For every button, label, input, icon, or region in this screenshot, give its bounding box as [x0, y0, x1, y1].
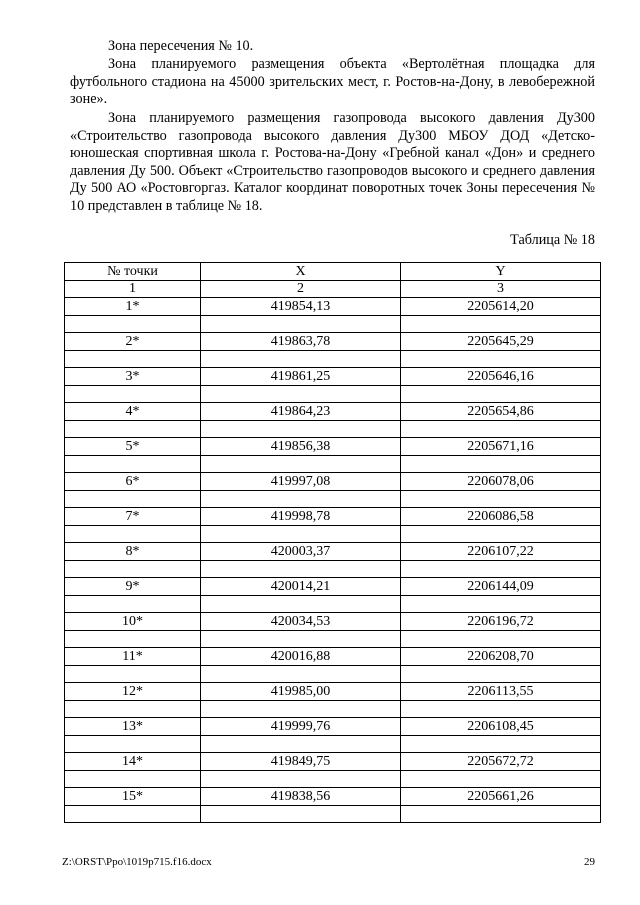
empty-cell [401, 666, 601, 683]
empty-cell [65, 666, 201, 683]
paragraph-gas-pipeline-zone: Зона планируемого размещения газопровода высокого давления Ду300 «Строительство газопровода высокого давления Ду300 МБОУ ДОД «Детско-юношеская спортивная школа г. Ростова-на-Дону «Гребной канал «Дон» и среднего давления Ду 500. Объект «Строительство газопроводов высокого и среднего давления Ду 500 АО «Ростовгоргаз. Каталог координат поворотных точек Зоны пересечения № 10 представлен в таблице № 18. [70, 110, 595, 214]
table-spacer-row [65, 701, 601, 718]
empty-cell [201, 351, 401, 368]
empty-cell [401, 631, 601, 648]
cell-point: 1* [65, 298, 201, 316]
empty-cell [201, 806, 401, 823]
empty-cell [201, 421, 401, 438]
table-row [65, 298, 601, 316]
empty-cell [401, 526, 601, 543]
cell-x: 420016,88 [201, 648, 401, 666]
empty-cell [65, 736, 201, 753]
empty-cell [65, 491, 201, 508]
cell-x: 419863,78 [201, 333, 401, 351]
empty-cell [65, 351, 201, 368]
empty-cell [201, 386, 401, 403]
empty-cell [401, 736, 601, 753]
cell-x: 419998,78 [201, 508, 401, 526]
empty-cell [401, 701, 601, 718]
cell-point: 13* [65, 718, 201, 736]
cell-y: 2205646,16 [401, 368, 601, 386]
cell-point: 11* [65, 648, 201, 666]
cell-y: 2205645,29 [401, 333, 601, 351]
table-row [65, 473, 601, 491]
empty-cell [401, 596, 601, 613]
empty-cell [201, 736, 401, 753]
cell-y: 2205661,26 [401, 788, 601, 806]
empty-cell [65, 631, 201, 648]
footer-file-path: Z:\ORST\Ppo\1019p715.f16.docx [62, 856, 212, 868]
empty-cell [65, 386, 201, 403]
empty-cell [201, 666, 401, 683]
cell-y: 2206108,45 [401, 718, 601, 736]
empty-cell [201, 631, 401, 648]
empty-cell [65, 316, 201, 333]
table-spacer-row [65, 316, 601, 333]
table-row [65, 613, 601, 631]
table-spacer-row [65, 806, 601, 823]
table-row [65, 508, 601, 526]
table-row [65, 578, 601, 596]
cell-point: 14* [65, 753, 201, 771]
empty-cell [201, 701, 401, 718]
column-number-2: 2 [201, 281, 401, 298]
coordinates-table [64, 262, 601, 823]
column-number-row [65, 281, 601, 298]
table-row [65, 403, 601, 421]
empty-cell [401, 351, 601, 368]
paragraph-helipad-zone: Зона планируемого размещения объекта «Вертолётная площадка для футбольного стадиона на 45000 зрительских мест, г. Ростов-на-Дону, в левобережной зоне». [70, 56, 595, 108]
table-spacer-row [65, 351, 601, 368]
cell-point: 8* [65, 543, 201, 561]
cell-y: 2205614,20 [401, 298, 601, 316]
cell-y: 2206196,72 [401, 613, 601, 631]
empty-cell [201, 456, 401, 473]
cell-x: 419864,23 [201, 403, 401, 421]
empty-cell [201, 316, 401, 333]
table-row [65, 753, 601, 771]
cell-x: 420034,53 [201, 613, 401, 631]
table-spacer-row [65, 526, 601, 543]
cell-x: 419849,75 [201, 753, 401, 771]
empty-cell [65, 421, 201, 438]
cell-point: 15* [65, 788, 201, 806]
cell-y: 2205672,72 [401, 753, 601, 771]
cell-y: 2206078,06 [401, 473, 601, 491]
table-spacer-row [65, 596, 601, 613]
empty-cell [201, 526, 401, 543]
empty-cell [65, 701, 201, 718]
table-spacer-row [65, 666, 601, 683]
empty-cell [401, 456, 601, 473]
table-row [65, 788, 601, 806]
empty-cell [65, 771, 201, 788]
cell-point: 4* [65, 403, 201, 421]
table-spacer-row [65, 771, 601, 788]
cell-y: 2206086,58 [401, 508, 601, 526]
table-spacer-row [65, 561, 601, 578]
header-point-number: № точки [65, 263, 201, 281]
table-row [65, 543, 601, 561]
cell-y: 2206113,55 [401, 683, 601, 701]
table-row [65, 333, 601, 351]
cell-x: 419838,56 [201, 788, 401, 806]
empty-cell [65, 561, 201, 578]
cell-x: 419861,25 [201, 368, 401, 386]
empty-cell [65, 806, 201, 823]
table-spacer-row [65, 631, 601, 648]
empty-cell [401, 771, 601, 788]
cell-point: 3* [65, 368, 201, 386]
cell-x: 419999,76 [201, 718, 401, 736]
cell-point: 12* [65, 683, 201, 701]
cell-point: 5* [65, 438, 201, 456]
column-number-1: 1 [65, 281, 201, 298]
cell-x: 420003,37 [201, 543, 401, 561]
table-spacer-row [65, 736, 601, 753]
cell-x: 419997,08 [201, 473, 401, 491]
table-row [65, 683, 601, 701]
header-x: X [201, 263, 401, 281]
empty-cell [65, 456, 201, 473]
empty-cell [401, 806, 601, 823]
column-number-3: 3 [401, 281, 601, 298]
cell-x: 420014,21 [201, 578, 401, 596]
cell-x: 419856,38 [201, 438, 401, 456]
cell-x: 419854,13 [201, 298, 401, 316]
table-caption: Таблица № 18 [510, 232, 595, 248]
empty-cell [401, 421, 601, 438]
empty-cell [201, 491, 401, 508]
cell-point: 7* [65, 508, 201, 526]
table-header-row [65, 263, 601, 281]
header-y: Y [401, 263, 601, 281]
section-heading: Зона пересечения № 10. [108, 38, 254, 54]
empty-cell [401, 386, 601, 403]
cell-x: 419985,00 [201, 683, 401, 701]
cell-point: 6* [65, 473, 201, 491]
cell-y: 2206208,70 [401, 648, 601, 666]
table-row [65, 648, 601, 666]
empty-cell [401, 316, 601, 333]
cell-y: 2206144,09 [401, 578, 601, 596]
cell-point: 9* [65, 578, 201, 596]
table-row [65, 368, 601, 386]
table-row [65, 718, 601, 736]
table-spacer-row [65, 421, 601, 438]
table-spacer-row [65, 456, 601, 473]
empty-cell [201, 596, 401, 613]
empty-cell [65, 526, 201, 543]
empty-cell [201, 561, 401, 578]
empty-cell [401, 491, 601, 508]
empty-cell [201, 771, 401, 788]
empty-cell [65, 596, 201, 613]
cell-point: 10* [65, 613, 201, 631]
table-spacer-row [65, 386, 601, 403]
cell-y: 2205654,86 [401, 403, 601, 421]
cell-point: 2* [65, 333, 201, 351]
footer-page-number: 29 [584, 856, 595, 868]
table-spacer-row [65, 491, 601, 508]
table-row [65, 438, 601, 456]
cell-y: 2206107,22 [401, 543, 601, 561]
cell-y: 2205671,16 [401, 438, 601, 456]
empty-cell [401, 561, 601, 578]
